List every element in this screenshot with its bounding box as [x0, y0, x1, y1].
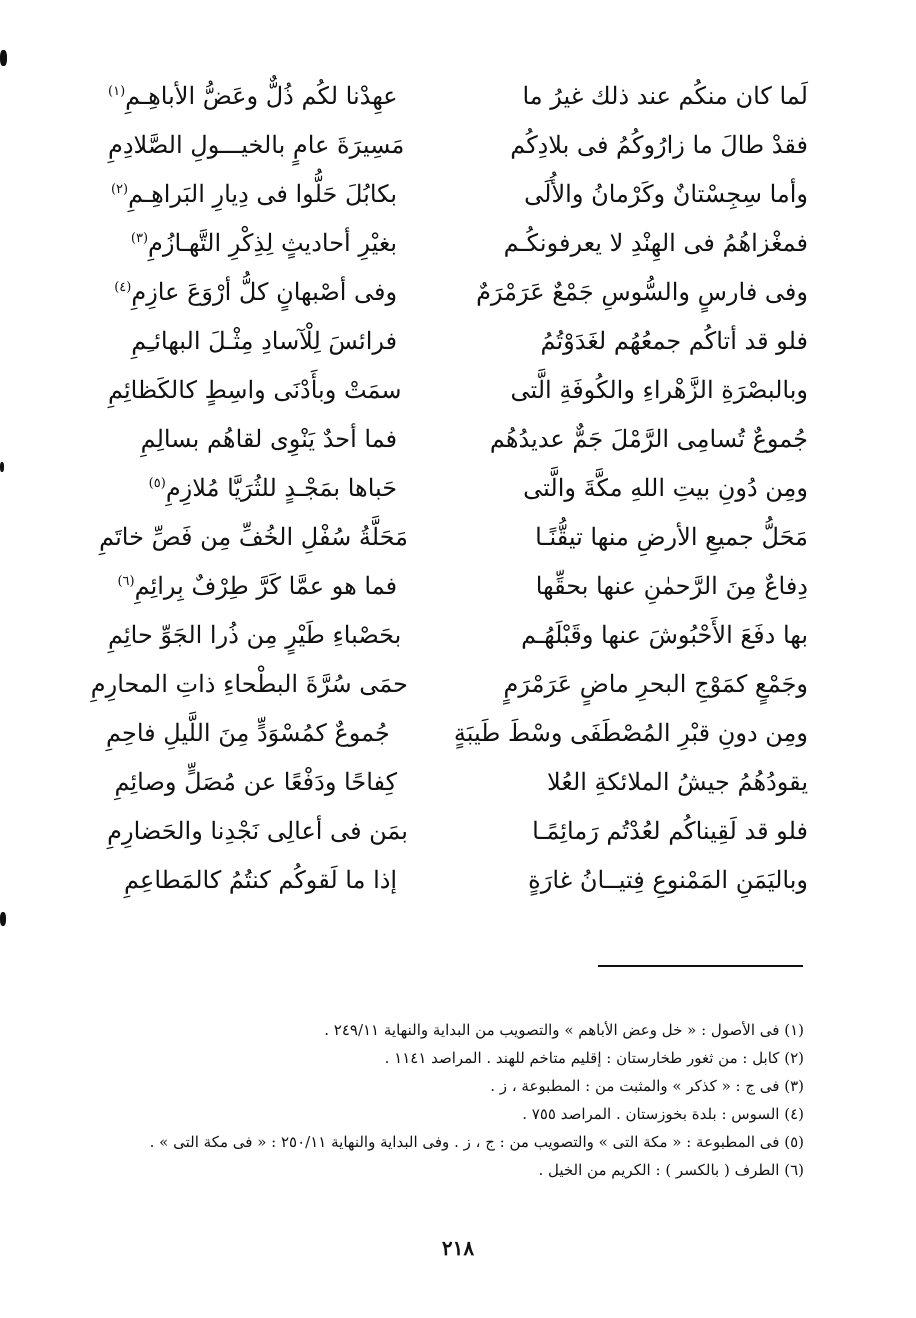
verse-first-hemistich: وأما سِجِسْتانٌ وكَرْمانُ والأُلَى	[524, 180, 808, 208]
footnote-reference: (٤)	[114, 280, 132, 295]
verse-second-hemistich	[108, 72, 398, 121]
verse-second-hemistich-text: حَباها بمَجْـدٍ للثُرَيَّا مُلازِمِ	[165, 474, 398, 502]
verse-line	[108, 758, 808, 807]
verse-first-hemistich: ومِن دُونِ بيتِ اللهِ مكَّةَ والَّتى	[523, 474, 808, 502]
verse-first-hemistich: يقودُهُمُ جيشُ الملائكةِ العُلا	[547, 768, 808, 796]
verse-first-hemistich: دِفاعٌ مِنَ الرَّحمٰنِ عنها بحقِّها	[535, 572, 808, 600]
verse-first-hemistich: فلو قد أتاكُم جمعُهُم لغَدَوْتُمُ	[540, 327, 808, 355]
verse-second-hemistich-text: جُموعٌ كمُسْوَدٍّ مِنَ اللَّيلِ فاحِمِ	[106, 719, 390, 747]
scan-edge-mark-middle	[0, 462, 4, 472]
verse-second-hemistich	[108, 415, 397, 464]
verse-first-hemistich: فلو قد لَقِيناكُم لعُدْتُم رَمائِمًـا	[532, 817, 808, 845]
verse-line	[108, 464, 808, 513]
footnote-reference: (٦)	[117, 574, 135, 589]
verse-line	[108, 219, 808, 268]
verse-second-hemistich	[108, 170, 397, 219]
verse-second-hemistich	[106, 709, 390, 758]
verse-first-hemistich: مَحَلُّ جميعِ الأرضِ منها تيقُّنًـا	[535, 523, 808, 551]
verse-second-hemistich	[108, 562, 397, 611]
verse-line	[108, 170, 808, 219]
verse-second-hemistich	[108, 317, 397, 366]
footnote: (٦) الطرف ( بالكسر ) : الكريم من الخيل .	[538, 1161, 804, 1179]
verse-second-hemistich	[108, 856, 397, 905]
verse-second-hemistich-text: فما هو عمَّا كَرَّ طِرْفٌ بِرائِمِ	[134, 572, 398, 600]
verse-second-hemistich	[108, 268, 397, 317]
verse-second-hemistich	[99, 513, 408, 562]
verse-second-hemistich-text: بحَصْباءِ طَيْرٍ مِن ذُرا الجَوِّ حائِمِ	[108, 621, 402, 649]
verse-second-hemistich	[90, 660, 408, 709]
footnote: (٣) فى ج : « كذكر » والمثبت من : المطبوعة ، ز .	[490, 1077, 804, 1095]
verse-second-hemistich-text: بغيْرِ أحاديثٍ لِذِكْرِ التَّهـازُمِ	[148, 229, 398, 257]
verse-second-hemistich	[108, 121, 404, 170]
footnote: (١) فى الأصول : « خل وعض الأباهم » والتصويب من البداية والنهاية ٢٤٩/١١ .	[324, 1021, 804, 1039]
footnote-reference: (٥)	[148, 476, 166, 491]
verse-first-hemistich: فقدْ طالَ ما زارُوكُمُ فى بلادِكُم	[510, 131, 808, 159]
footnote: (٢) كابل : من ثغور طخارستان : إقليم متاخم للهند . المراصد ١١٤١ .	[384, 1049, 804, 1067]
verse-line	[108, 121, 808, 170]
verse-second-hemistich-text: فما أحدٌ يَنْوِى لقاهُم بسالِمِ	[140, 425, 398, 453]
verse-line	[108, 366, 808, 415]
verse-line	[108, 268, 808, 317]
verse-first-hemistich: وفى فارسٍ والسُّوسِ جَمْعٌ عَرَمْرَمٌ	[476, 278, 808, 306]
verse-line	[90, 660, 808, 709]
verse-second-hemistich-text: مَحَلَّةُ سُفْلِ الخُفِّ مِن فَصِّ خاتَمِ	[99, 523, 408, 551]
verse-line	[108, 807, 808, 856]
footnote-reference: (٣)	[130, 231, 149, 246]
verse-second-hemistich-text: بكابُلَ حَلُّوا فى دِيارِ البَراهِـمِ	[128, 180, 398, 208]
verse-line	[99, 513, 808, 562]
scan-edge-mark-top	[0, 50, 7, 66]
verse-second-hemistich	[108, 366, 402, 415]
verse-second-hemistich-text: حمَى سُرَّةَ البطْحاءِ ذاتِ المحارِمِ	[90, 670, 408, 698]
verse-first-hemistich: جُموعٌ تُسامِى الرَّمْلَ جَمٌّ عديدُهُم	[489, 425, 808, 453]
footnote-reference: (١)	[108, 84, 126, 99]
verse-second-hemistich	[108, 611, 401, 660]
footnote: (٤) السوس : بلدة بخوزستان . المراصد ٧٥٥ .	[522, 1105, 804, 1123]
verse-first-hemistich: وجَمْعٍ كمَوْجِ البحرِ ماضٍ عَرَمْرَمٍ	[503, 670, 808, 698]
verse-first-hemistich: فمغْزاهُمُ فى الهِنْدِ لا يعرفونكُـم	[503, 229, 808, 257]
verse-second-hemistich-text: فرائسَ لِلْآسادِ مِثْـلَ البهائـِمِ	[131, 327, 398, 355]
verse-second-hemistich	[108, 758, 397, 807]
page-number: ٢١٨	[441, 1236, 475, 1260]
verse-second-hemistich-text: بمَن فى أعالِى نَجْدِنا والحَضارِمِ	[107, 817, 408, 845]
footnote-reference: (٢)	[110, 182, 129, 197]
verse-second-hemistich	[108, 807, 408, 856]
poem-body	[90, 72, 808, 905]
scan-edge-mark-bottom	[0, 912, 6, 926]
footnotes	[104, 1016, 804, 1184]
verse-first-hemistich: لَما كان منكُم عند ذلك غيرُ ما	[522, 82, 808, 110]
verse-second-hemistich	[108, 464, 397, 513]
verse-line	[108, 415, 808, 464]
verse-line	[108, 317, 808, 366]
verse-second-hemistich-text: مَسِيرَةَ عامٍ بالخيـــولِ الصَّلادِمِ	[108, 131, 405, 159]
verse-first-hemistich: ومِن دونِ قبْرِ المُصْطَفَى وسْطَ طَيبَةٍ	[453, 719, 808, 747]
verse-second-hemistich	[108, 219, 397, 268]
verse-line	[108, 72, 808, 121]
verse-second-hemistich-text: عهِدْنا لكُم ذُلٌّ وعَضُّ الأباهِـمِ	[125, 82, 398, 110]
verse-second-hemistich-text: كِفاحًا ودَفْعًا عن مُصَلٍّ وصائِمِ	[114, 768, 398, 796]
verse-first-hemistich: بها دفَعَ الأَحْبُوشَ عنها وقَبْلَهُـم	[521, 621, 808, 649]
verse-line	[108, 709, 808, 758]
footnote: (٥) فى المطبوعة : « مكة التى » والتصويب من : ج ، ز . وفى البداية والنهاية ٢٥٠/١١ : « فى مكة التى » .	[149, 1133, 804, 1151]
verse-second-hemistich-text: سمَتْ وبأَدْنَى واسِطٍ كالكَظائِمِ	[108, 376, 402, 404]
verse-first-hemistich: وباليَمَنِ المَمْنوعِ فِتيــانُ غارَةٍ	[528, 866, 808, 894]
verse-second-hemistich-text: وفى أصْبهانٍ كلُّ أرْوَعَ عازِمِ	[131, 278, 398, 306]
verse-line	[108, 611, 808, 660]
verse-second-hemistich-text: إذا ما لَقوكُم كنتُمُ كالمَطاعِمِ	[124, 866, 398, 894]
verse-line	[108, 856, 808, 905]
footnote-separator	[598, 965, 803, 967]
verse-line	[108, 562, 808, 611]
verse-first-hemistich: وبالبصْرَةِ الزَّهْراءِ والكُوفَةِ الَّتى	[510, 376, 808, 404]
